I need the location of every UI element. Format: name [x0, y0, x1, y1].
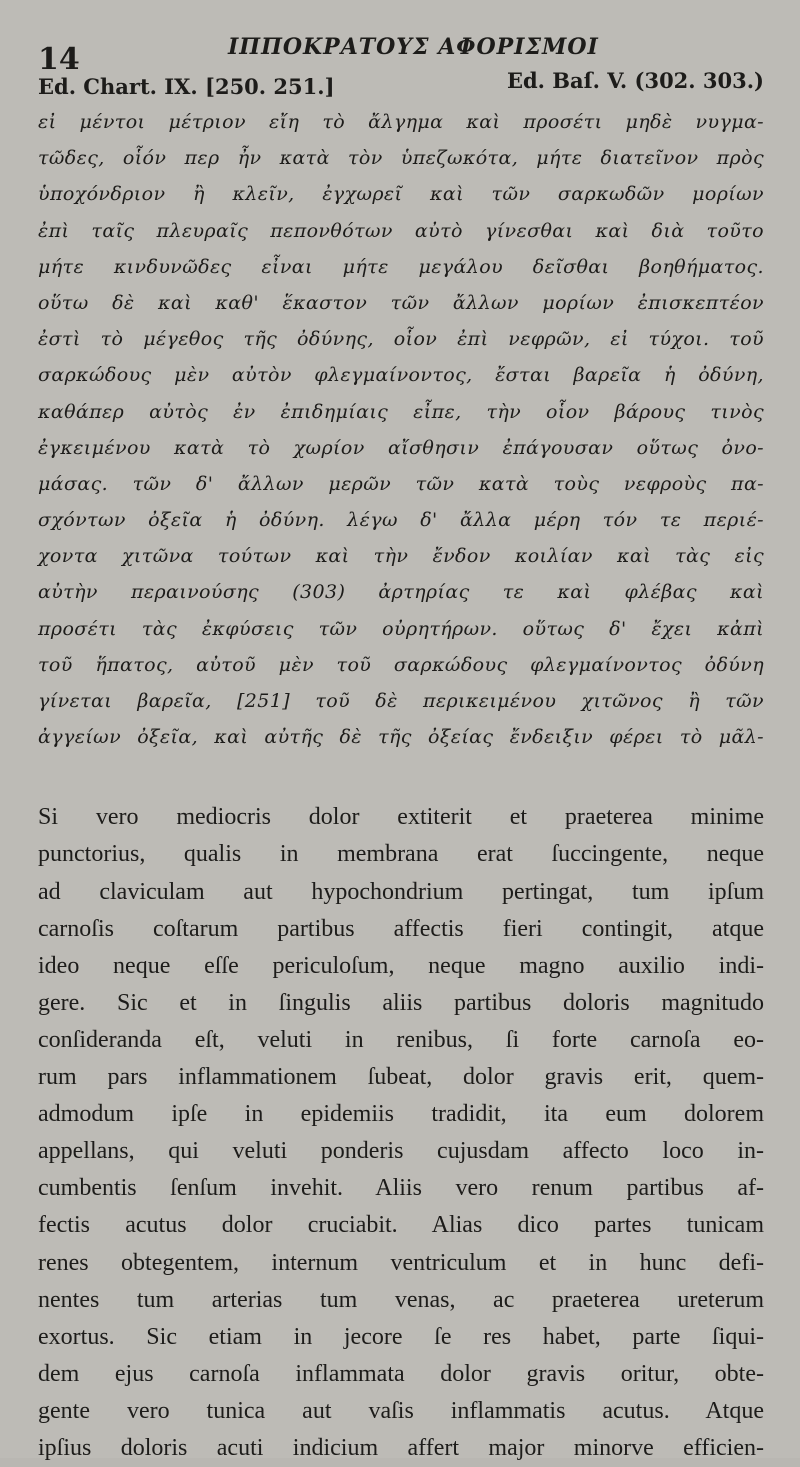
latin-text-block: [38, 799, 764, 1467]
latin-text-line: admodum ipſe in epidemiis tradidit, ita eum dolorem: [38, 1101, 764, 1128]
latin-text-line: fectis acutus dolor cruciabit. Alias dico partes tunicam: [38, 1212, 764, 1239]
greek-text-line: εἰ μέντοι μέτριον εἴη τὸ ἄλγημα καὶ προσέτι μηδὲ νυγμα-: [38, 111, 764, 133]
latin-text-line: gere. Sic et in ſingulis aliis partibus doloris magnitudo: [38, 989, 764, 1016]
latin-text-line: ad claviculam aut hypochondrium pertingat, tum ipſum: [38, 878, 764, 905]
latin-text-line: cumbentis ſenſum invehit. Aliis vero renum partibus af-: [38, 1175, 764, 1202]
greek-text-line: τῶδες, οἷόν περ ἦν κατὰ τὸν ὑπεζωκότα, μήτε διατεῖνον πρὸς: [38, 147, 764, 170]
greek-text-line: προσέτι τὰς ἐκφύσεις τῶν οὐρητήρων. οὕτως δ' ἔχει κἀπὶ: [38, 617, 764, 640]
edition-ref-basel: Ed. Baſ. V. (302. 303.): [506, 68, 764, 93]
greek-text-line: ἐστὶ τὸ μέγεθος τῆς ὀδύνης, οἷον ἐπὶ νεφρῶν, εἰ τύχοι. τοῦ: [38, 328, 764, 351]
latin-text-line: ipſius doloris acuti indicium affert major minorve efficien-: [38, 1434, 764, 1461]
page-header: [38, 28, 764, 77]
latin-text-line: Si vero mediocris dolor extiterit et praeterea minime: [38, 804, 764, 831]
greek-text-line: σαρκώδους μὲν αὐτὸν φλεγμαίνοντος, ἔσται βαρεῖα ἡ ὀδύνη,: [38, 364, 764, 387]
greek-text-line: μήτε κινδυνῶδες εἶναι μήτε μεγάλου δεῖσθαι βοηθήματος.: [38, 255, 764, 278]
greek-text-line: χοντα χιτῶνα τούτων καὶ τὴν ἔνδον κοιλίαν καὶ τὰς εἰς: [38, 545, 764, 568]
edition-ref-chart: Ed. Chart. IX. [250. 251.]: [38, 74, 335, 99]
latin-text-line: punctorius, qualis in membrana erat ſuccingente, neque: [38, 841, 764, 868]
latin-text-line: conſideranda eſt, veluti in renibus, ſi forte carnoſa eo-: [38, 1026, 764, 1053]
latin-text-line: carnoſis coſtarum partibus affectis fieri contingit, atque: [38, 915, 764, 942]
greek-text-line: σχόντων ὀξεῖα ἡ ὀδύνη. λέγω δ' ἄλλα μέρη τόν τε περιέ-: [38, 509, 764, 532]
greek-text-line: αὐτὴν περαινούσης (303) ἀρτηρίας τε καὶ φλέβας καὶ: [38, 581, 764, 604]
latin-text-line: appellans, qui veluti ponderis cujusdam affecto loco in-: [38, 1138, 764, 1165]
latin-text-line: ideo neque eſſe periculoſum, neque magno auxilio indi-: [38, 952, 764, 979]
latin-text-line: gente vero tunica aut vaſis inflammatis acutus. Atque: [38, 1397, 764, 1424]
greek-text-line: ἀγγείων ὀξεῖα, καὶ αὐτῆς δὲ τῆς ὀξείας ἔνδειξιν φέρει τὸ μᾶλ-: [38, 726, 764, 749]
latin-text-line: renes obtegentem, internum ventriculum et in hunc defi-: [38, 1249, 764, 1276]
greek-text-line: ὑποχόνδριον ἢ κλεῖν, ἐγχωρεῖ καὶ τῶν σαρκωδῶν μορίων: [38, 183, 764, 206]
latin-text-line: rum pars inflammationem ſubeat, dolor gravis erit, quem-: [38, 1064, 764, 1091]
latin-text-line: exortus. Sic etiam in jecore ſe res habet, parte ſiqui-: [38, 1323, 764, 1350]
running-title: ΙΠΠΟΚΡΑΤΟΥΣ ΑΦΟΡΙΣΜΟΙ: [228, 34, 599, 60]
latin-text-line: dem ejus carnoſa inflammata dolor gravis oritur, obte-: [38, 1360, 764, 1387]
greek-text-line: ἐπὶ ταῖς πλευραῖς πεπονθότων αὐτὸ γίνεσθαι καὶ διὰ τοῦτο: [38, 219, 764, 242]
greek-text-block: [38, 104, 764, 755]
latin-text-line: nentes tum arterias tum venas, ac praeterea ureterum: [38, 1286, 764, 1313]
greek-text-line: τοῦ ἥπατος, αὐτοῦ μὲν τοῦ σαρκώδους φλεγμαίνοντος ὀδύνη: [38, 653, 764, 676]
greek-text-line: μάσας. τῶν δ' ἄλλων μερῶν τῶν κατὰ τοὺς νεφροὺς πα-: [38, 472, 764, 495]
greek-text-line: ἐγκειμένου κατὰ τὸ χωρίον αἴσθησιν ἐπάγουσαν οὕτως ὀνο-: [38, 436, 764, 459]
greek-text-line: οὕτω δὲ καὶ καθ' ἕκαστον τῶν ἄλλων μορίων ἐπισκεπτέον: [38, 291, 764, 314]
page-number: 14: [38, 42, 80, 77]
edition-references: [38, 68, 764, 102]
greek-text-line: καθάπερ αὐτὸς ἐν ἐπιδημίαις εἶπε, τὴν οἷον βάρους τινὸς: [38, 400, 764, 423]
greek-text-line: γίνεται βαρεῖα, [251] τοῦ δὲ περικειμένου χιτῶνος ἢ τῶν: [38, 690, 764, 712]
